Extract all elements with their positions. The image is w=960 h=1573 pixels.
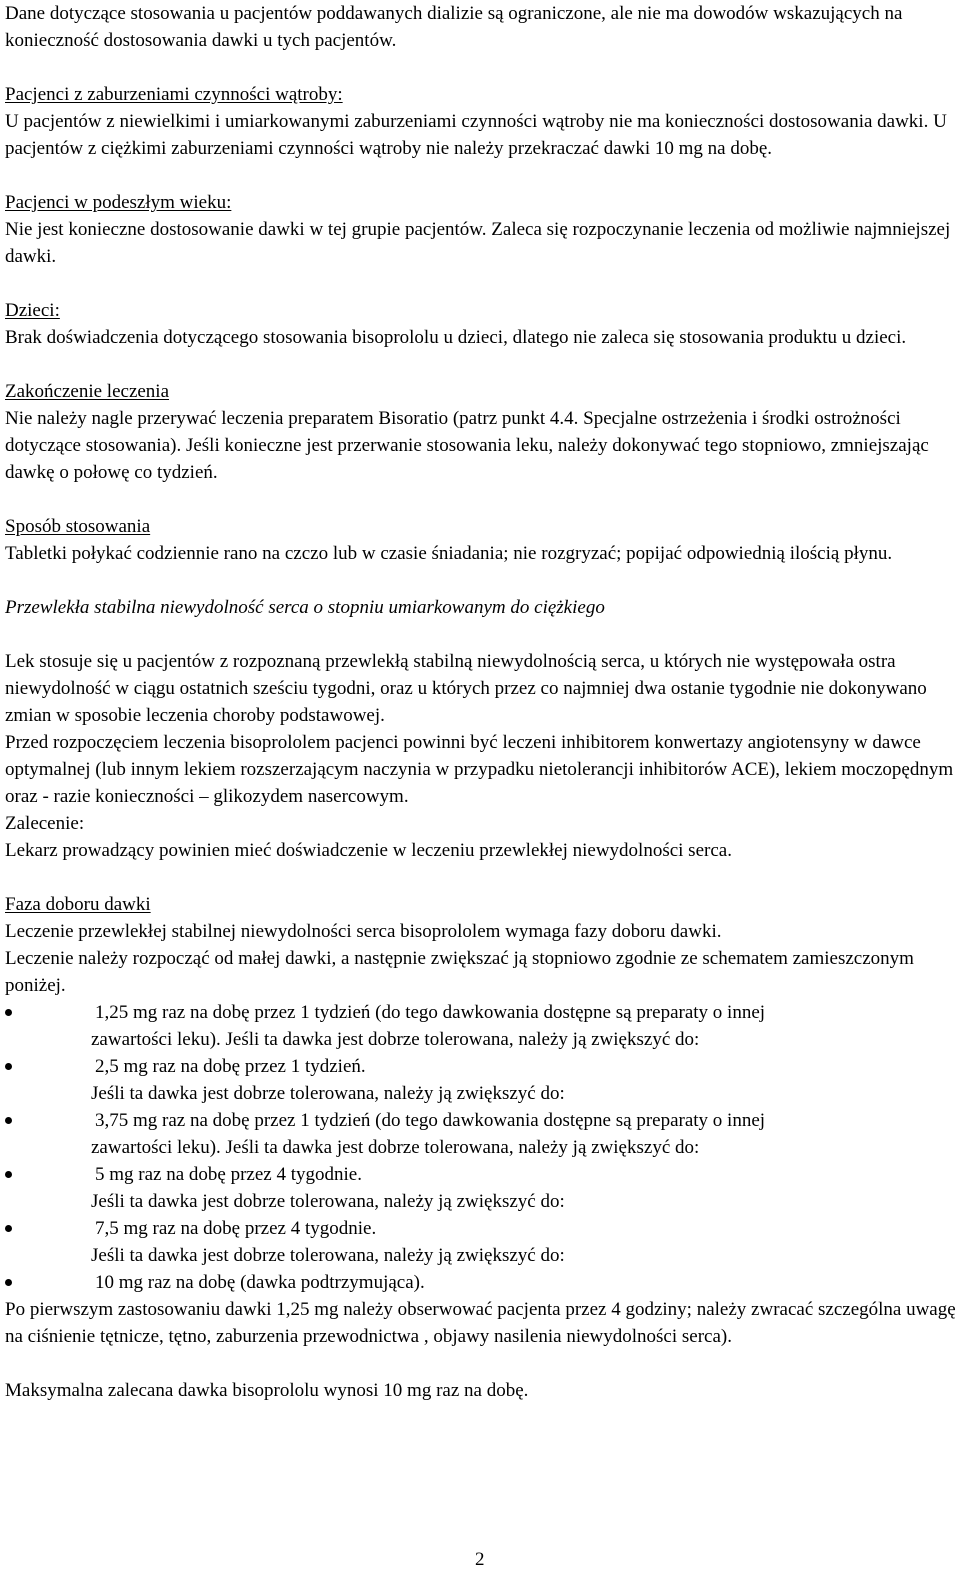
- bullet-icon: [5, 1009, 12, 1016]
- bullet-icon: [5, 1171, 12, 1178]
- recommendation-label: Zalecenie:: [5, 813, 85, 834]
- dialysis-paragraph: Dane dotyczące stosowania u pacjentów poddawanych dializie są ograniczone, ale nie ma dowodów wskazujących na konieczność dostosowania dawki u tych pacjentów.: [5, 3, 903, 51]
- list-item: [5, 1053, 957, 1107]
- dose-step-line: 2,5 mg raz na dobę przez 1 tydzień.: [95, 1056, 366, 1077]
- titration-paragraph-3: Po pierwszym zastosowaniu dawki 1,25 mg należy obserwować pacjenta przez 4 godziny; należy zwracać szczególna uwagę na ciśnienie tętnicze, tętno, zaburzenia przewodnictwa , objawy nasilenia niewydolności serca).: [5, 1299, 956, 1347]
- dose-step-line: 1,25 mg raz na dobę przez 1 tydzień (do tego dawkowania dostępne są preparaty o innej: [95, 1002, 766, 1023]
- administration-heading: Sposób stosowania: [5, 516, 151, 537]
- dose-step-note: zawartości leku). Jeśli ta dawka jest dobrze tolerowana, należy ją zwiększyć do:: [91, 1137, 700, 1158]
- dose-step-note: Jeśli ta dawka jest dobrze tolerowana, należy ją zwiększyć do:: [91, 1083, 565, 1104]
- list-item: [5, 999, 957, 1053]
- list-item: [5, 1161, 957, 1215]
- bullet-icon: [5, 1063, 12, 1070]
- dose-step-line: 10 mg raz na dobę (dawka podtrzymująca).: [95, 1272, 425, 1293]
- dose-step-line: 5 mg raz na dobę przez 4 tygodnie.: [95, 1164, 362, 1185]
- bullet-icon: [5, 1279, 12, 1286]
- chf-paragraph-1: Lek stosuje się u pacjentów z rozpoznaną przewlekłą stabilną niewydolnością serca, u których nie występowała ostra niewydolność w ciągu ostatnich sześciu tygodni, oraz u których przez co najmniej dwa ostanie tygodnie nie dokonywano zmian w sposobie leczenia choroby podstawowej.: [5, 651, 927, 726]
- bullet-icon: [5, 1225, 12, 1232]
- children-heading: Dzieci:: [5, 300, 60, 321]
- elderly-heading: Pacjenci w podeszłym wieku:: [5, 192, 232, 213]
- bullet-icon: [5, 1117, 12, 1124]
- dose-schedule-list: [5, 999, 957, 1296]
- titration-paragraph-1: Leczenie przewlekłej stabilnej niewydolności serca bisoprololem wymaga fazy doboru dawki.: [5, 921, 722, 942]
- elderly-paragraph: Nie jest konieczne dostosowanie dawki w tej grupie pacjentów. Zaleca się rozpoczynanie leczenia od możliwie najmniejszej dawki.: [5, 219, 951, 267]
- dose-step-note: zawartości leku). Jeśli ta dawka jest dobrze tolerowana, należy ją zwiększyć do:: [91, 1029, 700, 1050]
- list-item: [5, 1107, 957, 1161]
- stop-treatment-heading: Zakończenie leczenia: [5, 381, 170, 402]
- dose-step-note: Jeśli ta dawka jest dobrze tolerowana, należy ją zwiększyć do:: [91, 1191, 565, 1212]
- titration-heading: Faza doboru dawki: [5, 894, 151, 915]
- recommendation-text: Lekarz prowadzący powinien mieć doświadczenie w leczeniu przewlekłej niewydolności serca.: [5, 840, 732, 861]
- page-number: 2: [475, 1549, 485, 1570]
- liver-paragraph: U pacjentów z niewielkimi i umiarkowanymi zaburzeniami czynności wątroby nie ma konieczności dostosowania dawki. U pacjentów z ciężkimi zaburzeniami czynności wątroby nie należy przekraczać dawki 10 mg na dobę.: [5, 111, 947, 159]
- chf-heading: Przewlekła stabilna niewydolność serca o stopniu umiarkowanym do ciężkiego: [5, 597, 605, 618]
- dose-step-line: 7,5 mg raz na dobę przez 4 tygodnie.: [95, 1218, 377, 1239]
- list-item: [5, 1215, 957, 1269]
- titration-paragraph-2: Leczenie należy rozpocząć od małej dawki, a następnie zwiększać ją stopniowo zgodnie ze schematem zamieszczonym poniżej.: [5, 948, 914, 996]
- dose-step-line: 3,75 mg raz na dobę przez 1 tydzień (do tego dawkowania dostępne są preparaty o innej: [95, 1110, 766, 1131]
- document-page: [5, 0, 957, 1404]
- max-dose-paragraph: Maksymalna zalecana dawka bisoprololu wynosi 10 mg raz na dobę.: [5, 1380, 529, 1401]
- chf-paragraph-2: Przed rozpoczęciem leczenia bisoprololem pacjenci powinni być leczeni inhibitorem konwertazy angiotensyny w dawce optymalnej (lub innym lekiem rozszerzającym naczynia w przypadku nietolerancji inhibitorów ACE), lekiem moczopędnym oraz - razie konieczności – glikozydem nasercowym.: [5, 732, 954, 807]
- administration-paragraph: Tabletki połykać codziennie rano na czczo lub w czasie śniadania; nie rozgryzać; popijać odpowiednią ilością płynu.: [5, 543, 893, 564]
- liver-heading: Pacjenci z zaburzeniami czynności wątroby:: [5, 84, 343, 105]
- dose-step-note: Jeśli ta dawka jest dobrze tolerowana, należy ją zwiększyć do:: [91, 1245, 565, 1266]
- stop-treatment-paragraph: Nie należy nagle przerywać leczenia preparatem Bisoratio (patrz punkt 4.4. Specjalne ostrzeżenia i środki ostrożności dotyczące stosowania). Jeśli konieczne jest przerwanie stosowania leku, należy dokonywać tego stopniowo, zmniejszając dawkę o połowę co tydzień.: [5, 408, 929, 483]
- children-paragraph: Brak doświadczenia dotyczącego stosowania bisoprololu u dzieci, dlatego nie zaleca się stosowania produktu u dzieci.: [5, 327, 907, 348]
- list-item: [5, 1269, 957, 1296]
